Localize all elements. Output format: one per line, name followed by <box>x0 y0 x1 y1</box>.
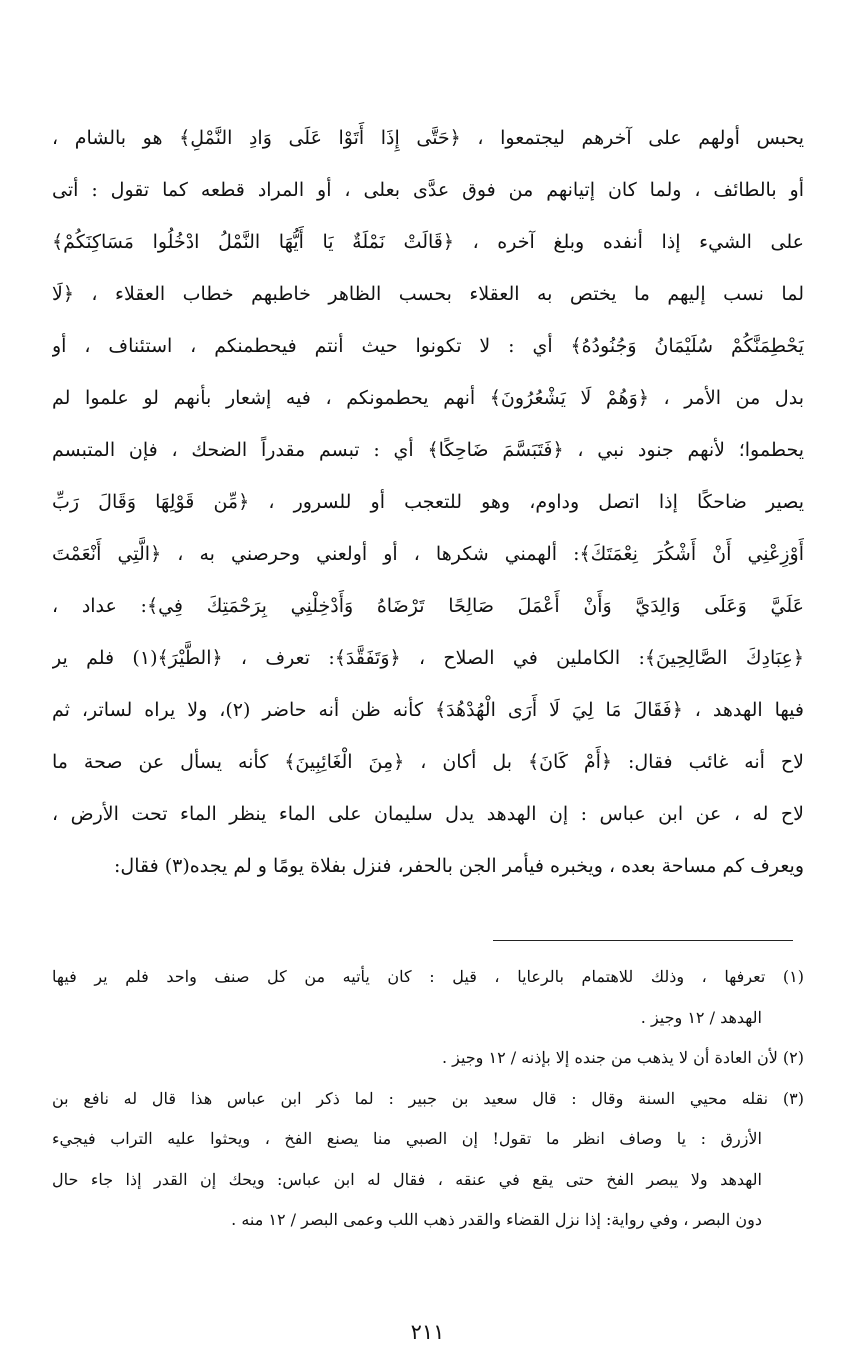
text-line: لاح أنه غائب فقال: ﴿أَمْ كَانَ﴾ بل أكان ، ﴿مِنَ الْغَائِبِينَ﴾ كأنه يسأل عن صحة ما <box>52 751 804 773</box>
text-line: يصير ضاحكًا إذا اتصل وداوم، وهو للتعجب أو للسرور ، ﴿مِّن قَوْلِهَا وَقَالَ رَبِّ <box>52 491 804 513</box>
main-text-block <box>52 112 804 892</box>
footnote-line: دون البصر ، وفي رواية: إذا نزل القضاء والقدر ذهب اللب وعمى البصر / ١٢ منه . <box>231 1210 762 1229</box>
text-line: يحطموا؛ لأنهم جنود نبي ، ﴿فَتَبَسَّمَ ضَاحِكًا﴾ أي : تبسم مقدراً الضحك ، فإن المتبسم <box>52 439 804 461</box>
text-line: أَوْزِعْنِي أَنْ أَشْكُرَ نِعْمَتَكَ﴾: ألهمني شكرها ، أو أولعني وحرصني به ، ﴿الَّتِي أَنْعَمْتَ <box>52 543 804 565</box>
page-number: ٢١١ <box>410 1320 445 1344</box>
footnote-line: (١) تعرفها ، وذلك للاهتمام بالرعايا ، قيل : كان يأتيه من كل صنف واحد فلم ير فيها <box>52 967 804 986</box>
text-line: لما نسب إليهم ما يختص به العقلاء بحسب الظاهر خاطبهم خطاب العقلاء ، ﴿لَا <box>52 283 804 305</box>
text-line: ويعرف كم مساحة بعده ، ويخبره فيأمر الجن بالحفر، فنزل بفلاة يومًا و لم يجده(٣) فقال: <box>114 855 804 877</box>
footnote-line: الهدهد ولا يبصر الفخ حتى يقع في عنقه ، فقال له ابن عباس: ويحك إن القدر إذا جاء حال <box>52 1169 762 1189</box>
text-line: ﴿عِبَادِكَ الصَّالِحِينَ﴾: الكاملين في الصلاح ، ﴿وَتَفَقَّدَ﴾: تعرف ، ﴿الطَّيْرَ﴾(١) فلم ير <box>52 647 804 669</box>
footnote-line: (٢) لأن العادة أن لا يذهب من جنده إلا بإذنه / ١٢ وجيز . <box>441 1048 804 1067</box>
text-line: يحبس أولهم على آخرهم ليجتمعوا ، ﴿حَتَّى إِذَا أَتَوْا عَلَى وَادِ النَّمْلِ﴾ هو بالشام ، <box>52 127 804 149</box>
footnote-separator <box>493 940 793 941</box>
text-line: فيها الهدهد ، ﴿فَقَالَ مَا لِيَ لَا أَرَى الْهُدْهُدَ﴾ كأنه ظن أنه حاضر (٢)، ولا يراه لساتر، ثم <box>52 699 804 721</box>
footnote-line: (٣) نقله محيي السنة وقال : قال سعيد بن جبير : لما ذكر ابن عباس هذا قال له نافع بن <box>52 1088 804 1108</box>
footnote-line: الأزرق : يا وصاف انظر ما تقول! إن الصبي منا يصنع الفخ ، ويحثوا عليه التراب فيجيء <box>52 1129 762 1148</box>
footnotes-block <box>52 957 804 1241</box>
text-line: لاح له ، عن ابن عباس : إن الهدهد يدل سليمان على الماء ينظر الماء تحت الأرض ، <box>52 803 804 825</box>
text-line: بدل من الأمر ، ﴿وَهُمْ لَا يَشْعُرُونَ﴾ أنهم يحطمونكم ، فيه إشعار بأنهم لو علموا لم <box>52 387 804 409</box>
text-line: عَلَيَّ وَعَلَى وَالِدَيَّ وَأَنْ أَعْمَلَ صَالِحًا تَرْضَاهُ وَأَدْخِلْنِي بِرَحْمَتِكَ فِي﴾: عداد ، <box>52 595 804 617</box>
text-line: أو بالطائف ، ولما كان إتيانهم من فوق عدَّى بعلى ، أو المراد قطعه كما تقول : أتى <box>52 179 804 201</box>
footnote-line: الهدهد / ١٢ وجيز . <box>640 1007 762 1027</box>
text-line: على الشيء إذا أنفده وبلغ آخره ، ﴿قَالَتْ نَمْلَةٌ يَا أَيُّهَا النَّمْلُ ادْخُلُوا مَسَاكِنَكُمْ﴾ <box>52 231 804 253</box>
text-line: يَحْطِمَنَّكُمْ سُلَيْمَانُ وَجُنُودُهُ﴾ أي : لا تكونوا حيث أنتم فيحطمنكم ، استئناف ، أو <box>52 335 804 357</box>
